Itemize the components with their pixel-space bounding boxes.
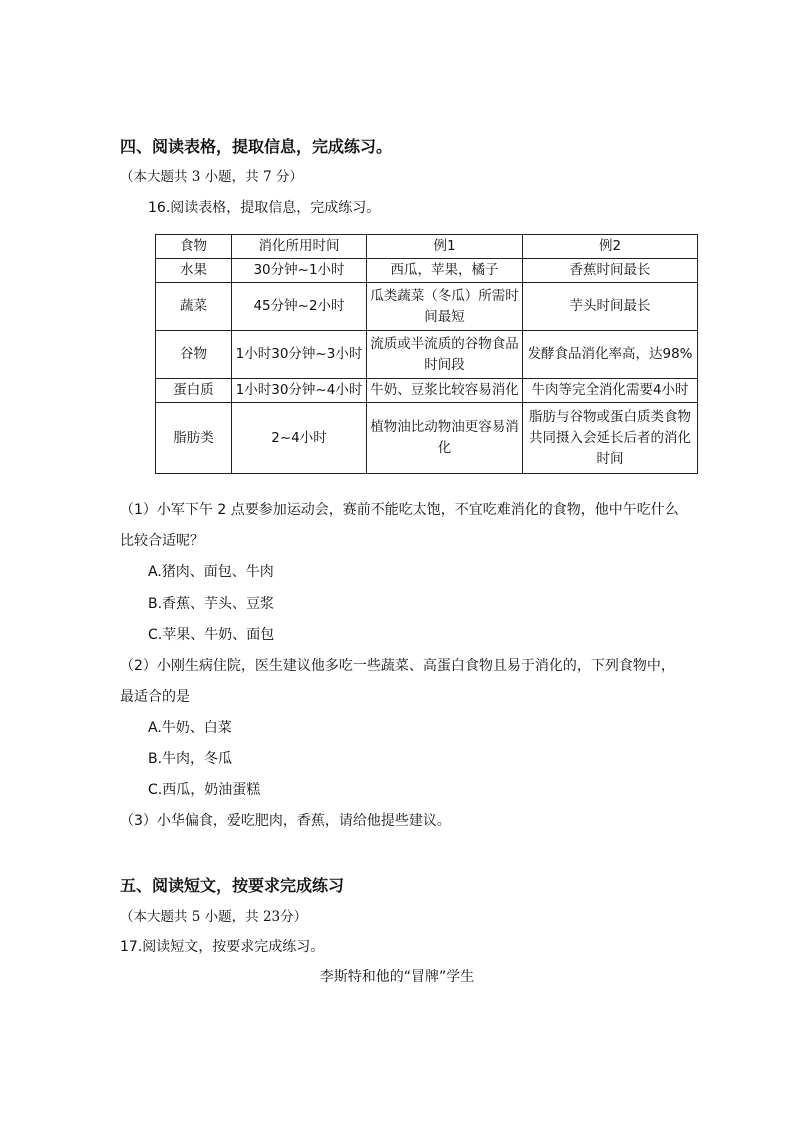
question-2-option-a: A.牛奶、白菜	[148, 720, 232, 736]
table-cell: 牛奶、豆浆比较容易消化	[367, 379, 523, 403]
question-1-option-a: A.猪肉、面包、牛肉	[148, 564, 274, 580]
table-row	[156, 259, 698, 283]
table-cell: 香蕉时间最长	[523, 259, 698, 283]
table-row	[156, 403, 698, 474]
table-row	[156, 379, 698, 403]
question-1-line-1: （1）小军下午 2 点要参加运动会，赛前不能吃太饱，不宜吃难消化的食物，他中午吃什么	[120, 502, 679, 518]
table-cell: 发酵食品消化率高，达98%	[523, 331, 698, 379]
table-row	[156, 283, 698, 331]
table-cell: 谷物	[156, 331, 232, 379]
table-cell: 45分钟~2小时	[232, 283, 367, 331]
table-cell: 牛肉等完全消化需要4小时	[523, 379, 698, 403]
table-cell: 2~4小时	[232, 403, 367, 474]
article-title: 李斯特和他的“冒牌”学生	[319, 969, 475, 985]
section-4-heading: 四、阅读表格，提取信息，完成练习。	[120, 137, 393, 156]
table-cell: 瓜类蔬菜（冬瓜）所需时间最短	[367, 283, 523, 331]
table-header-cell: 消化所用时间	[232, 235, 367, 259]
table-header-cell: 例1	[367, 235, 523, 259]
table-cell: 蛋白质	[156, 379, 232, 403]
question-2-option-b: B.牛肉，冬瓜	[148, 751, 233, 767]
table-cell: 植物油比动物油更容易消化	[367, 403, 523, 474]
table-cell: 脂肪与谷物或蛋白质类食物共同摄入会延长后者的消化时间	[523, 403, 698, 474]
section-5-note: （本大题共 5 小题，共 23分）	[120, 909, 308, 925]
table-cell: 1小时30分钟~3小时	[232, 331, 367, 379]
table-cell: 1小时30分钟~4小时	[232, 379, 367, 403]
question-2-line-1: （2）小刚生病住院，医生建议他多吃一些蔬菜、高蛋白食物且易于消化的，下列食物中，	[120, 658, 675, 674]
table-cell: 流质或半流质的谷物食品时间段	[367, 331, 523, 379]
section-4-note: （本大题共 3 小题，共 7 分）	[120, 169, 303, 185]
table-cell: 30分钟~1小时	[232, 259, 367, 283]
question-1-line-2: 比较合适呢？	[120, 533, 204, 549]
table-row	[156, 331, 698, 379]
section-5-heading: 五、阅读短文，按要求完成练习	[120, 876, 345, 895]
question-16-prompt: 16.阅读表格，提取信息，完成练习。	[148, 200, 381, 216]
table-cell: 芋头时间最长	[523, 283, 698, 331]
question-2-option-c: C.西瓜，奶油蛋糕	[148, 782, 261, 798]
question-3: （3）小华偏食，爱吃肥肉，香蕉，请给他提些建议。	[120, 813, 451, 829]
question-1-option-c: C.苹果、牛奶、面包	[148, 627, 275, 643]
table-cell: 西瓜，苹果，橘子	[367, 259, 523, 283]
digestion-table	[155, 234, 698, 474]
question-1-option-b: B.香蕉、芋头、豆浆	[148, 596, 275, 612]
table-cell: 蔬菜	[156, 283, 232, 331]
question-17-prompt: 17.阅读短文，按要求完成练习。	[120, 939, 325, 955]
table-header-cell: 食物	[156, 235, 232, 259]
table-header-cell: 例2	[523, 235, 698, 259]
table-header-row	[156, 235, 698, 259]
table-cell: 水果	[156, 259, 232, 283]
question-2-line-2: 最适合的是	[120, 689, 190, 705]
table-cell: 脂肪类	[156, 403, 232, 474]
